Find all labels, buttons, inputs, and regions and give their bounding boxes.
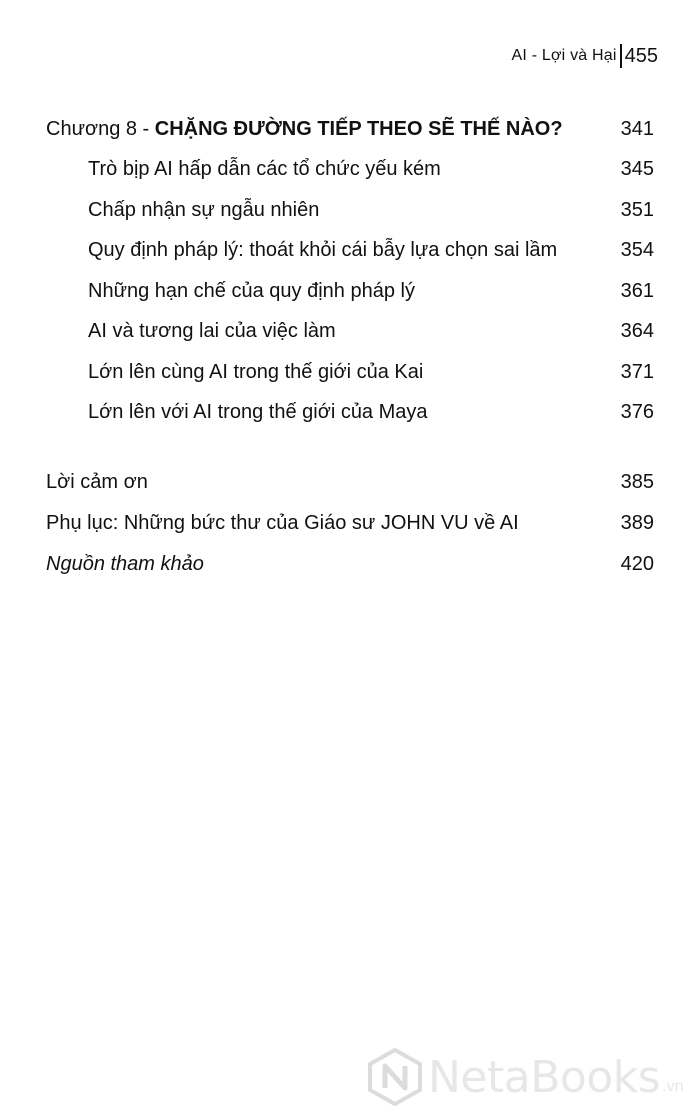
back-matter-label: Nguồn tham khảo (46, 553, 204, 575)
netabooks-watermark (368, 1048, 683, 1106)
chapter-prefix: Chương 8 - (46, 118, 155, 140)
section-page: 364 (620, 320, 654, 342)
back-matter-page: 389 (620, 512, 654, 534)
section-page: 371 (620, 361, 654, 383)
section-label: Quy định pháp lý: thoát khỏi cái bẫy lựa chọn sai lầm (88, 239, 558, 261)
section-page: 345 (620, 158, 654, 180)
back-matter-label: Lời cảm ơn (46, 471, 148, 493)
section-label: Lớn lên với AI trong thế giới của Maya (88, 401, 428, 423)
section-page: 376 (620, 401, 654, 423)
section-label: Chấp nhận sự ngẫu nhiên (88, 199, 320, 221)
header-divider (620, 44, 622, 68)
section-page: 361 (620, 280, 654, 302)
chapter-title: CHẶNG ĐƯỜNG TIẾP THEO SẼ THẾ NÀO? (154, 118, 563, 140)
running-title: AI - Lợi và Hại (511, 47, 617, 64)
section-page: 351 (620, 199, 654, 221)
back-matter-page: 420 (620, 553, 654, 575)
back-matter-label: Phụ lục: Những bức thư của Giáo sư JOHN VU về AI (46, 512, 519, 534)
running-header (512, 44, 658, 68)
section-label: AI và tương lai của việc làm (88, 320, 336, 342)
section-label: Trò bịp AI hấp dẫn các tổ chức yếu kém (88, 158, 441, 180)
section-label: Lớn lên cùng AI trong thế giới của Kai (88, 361, 424, 383)
section-label: Những hạn chế của quy định pháp lý (88, 280, 415, 302)
back-matter-page: 385 (620, 471, 654, 493)
chapter-label (46, 117, 563, 141)
section-page: 354 (620, 239, 654, 261)
page-number: 455 (624, 44, 658, 67)
watermark-brand: NetaBooks (428, 1051, 661, 1103)
netabooks-logo-icon (368, 1048, 422, 1106)
chapter-page: 341 (620, 118, 654, 140)
watermark-tld: .vn (662, 1078, 684, 1095)
